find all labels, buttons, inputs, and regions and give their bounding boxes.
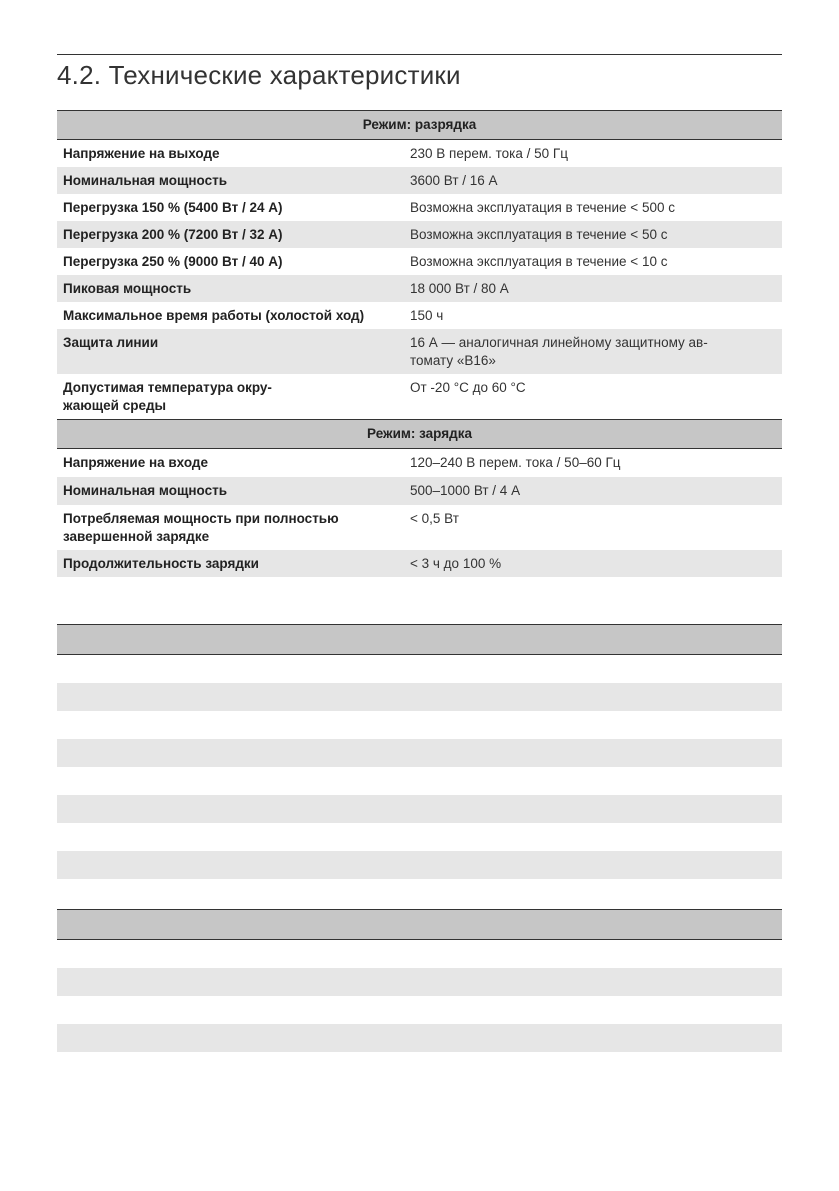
row-label: Перегрузка 150 % (5400 Вт / 24 А) [63,200,283,215]
empty-table-1 [57,624,782,879]
row-label: Номинальная мощность [63,483,228,498]
empty-row [57,767,782,795]
table-row [57,194,782,221]
row-label: Перегрузка 250 % (9000 Вт / 40 А) [63,254,283,269]
empty-row [57,940,782,968]
empty-row [57,823,782,851]
row-value: 230 В перем. тока / 50 Гц [410,146,568,161]
row-label: Перегрузка 200 % (7200 Вт / 32 А) [63,227,283,242]
row-label: Продолжительность зарядки [63,556,259,571]
empty-table-header [57,624,782,655]
row-value: Возможна эксплуатация в течение < 500 с [410,200,675,215]
row-value: 120–240 В перем. тока / 50–60 Гц [410,455,621,470]
discharge-header: Режим: разрядка [57,110,782,140]
empty-row [57,1024,782,1052]
row-label: Максимальное время работы (холостой ход) [63,308,365,323]
row-label: Напряжение на входе [63,455,208,470]
empty-row [57,851,782,879]
table-row [57,374,782,419]
row-value: 500–1000 Вт / 4 А [410,483,521,498]
table-row [57,550,782,577]
discharge-table [57,110,782,577]
table-row [57,248,782,275]
table-row [57,449,782,477]
table-row [57,140,782,167]
empty-row [57,739,782,767]
row-label: Защита линии [63,335,159,350]
table-row [57,221,782,248]
table-row [57,477,782,505]
row-label: Пиковая мощность [63,281,192,296]
row-value: 18 000 Вт / 80 А [410,281,509,296]
row-value: Возможна эксплуатация в течение < 10 с [410,254,668,269]
empty-table-header [57,909,782,940]
row-value: От -20 °C до 60 °C [410,380,526,395]
table-row [57,302,782,329]
row-value: < 3 ч до 100 % [410,556,502,571]
empty-row [57,655,782,683]
empty-row [57,795,782,823]
row-value: < 0,5 Вт [410,511,459,526]
row-value: 3600 Вт / 16 А [410,173,498,188]
section-title: 4.2. Технические характеристики [57,60,461,90]
row-value: 150 ч [410,308,444,323]
empty-row [57,996,782,1024]
row-label: Допустимая температура окру- жающей среды [63,380,272,413]
empty-row [57,711,782,739]
row-value: 16 А — аналогичная линейному защитному ав- томату «B16» [410,335,708,368]
empty-row [57,968,782,996]
table-row [57,329,782,374]
table-row [57,505,782,550]
row-label: Номинальная мощность [63,173,228,188]
row-value: Возможна эксплуатация в течение < 50 с [410,227,668,242]
empty-table-2 [57,909,782,1052]
row-label: Потребляемая мощность при полностью завершенной зарядке [63,511,339,544]
table-row [57,275,782,302]
charge-header: Режим: зарядка [57,419,782,449]
top-rule [57,54,782,55]
row-label: Напряжение на выходе [63,146,220,161]
empty-row [57,683,782,711]
table-row [57,167,782,194]
